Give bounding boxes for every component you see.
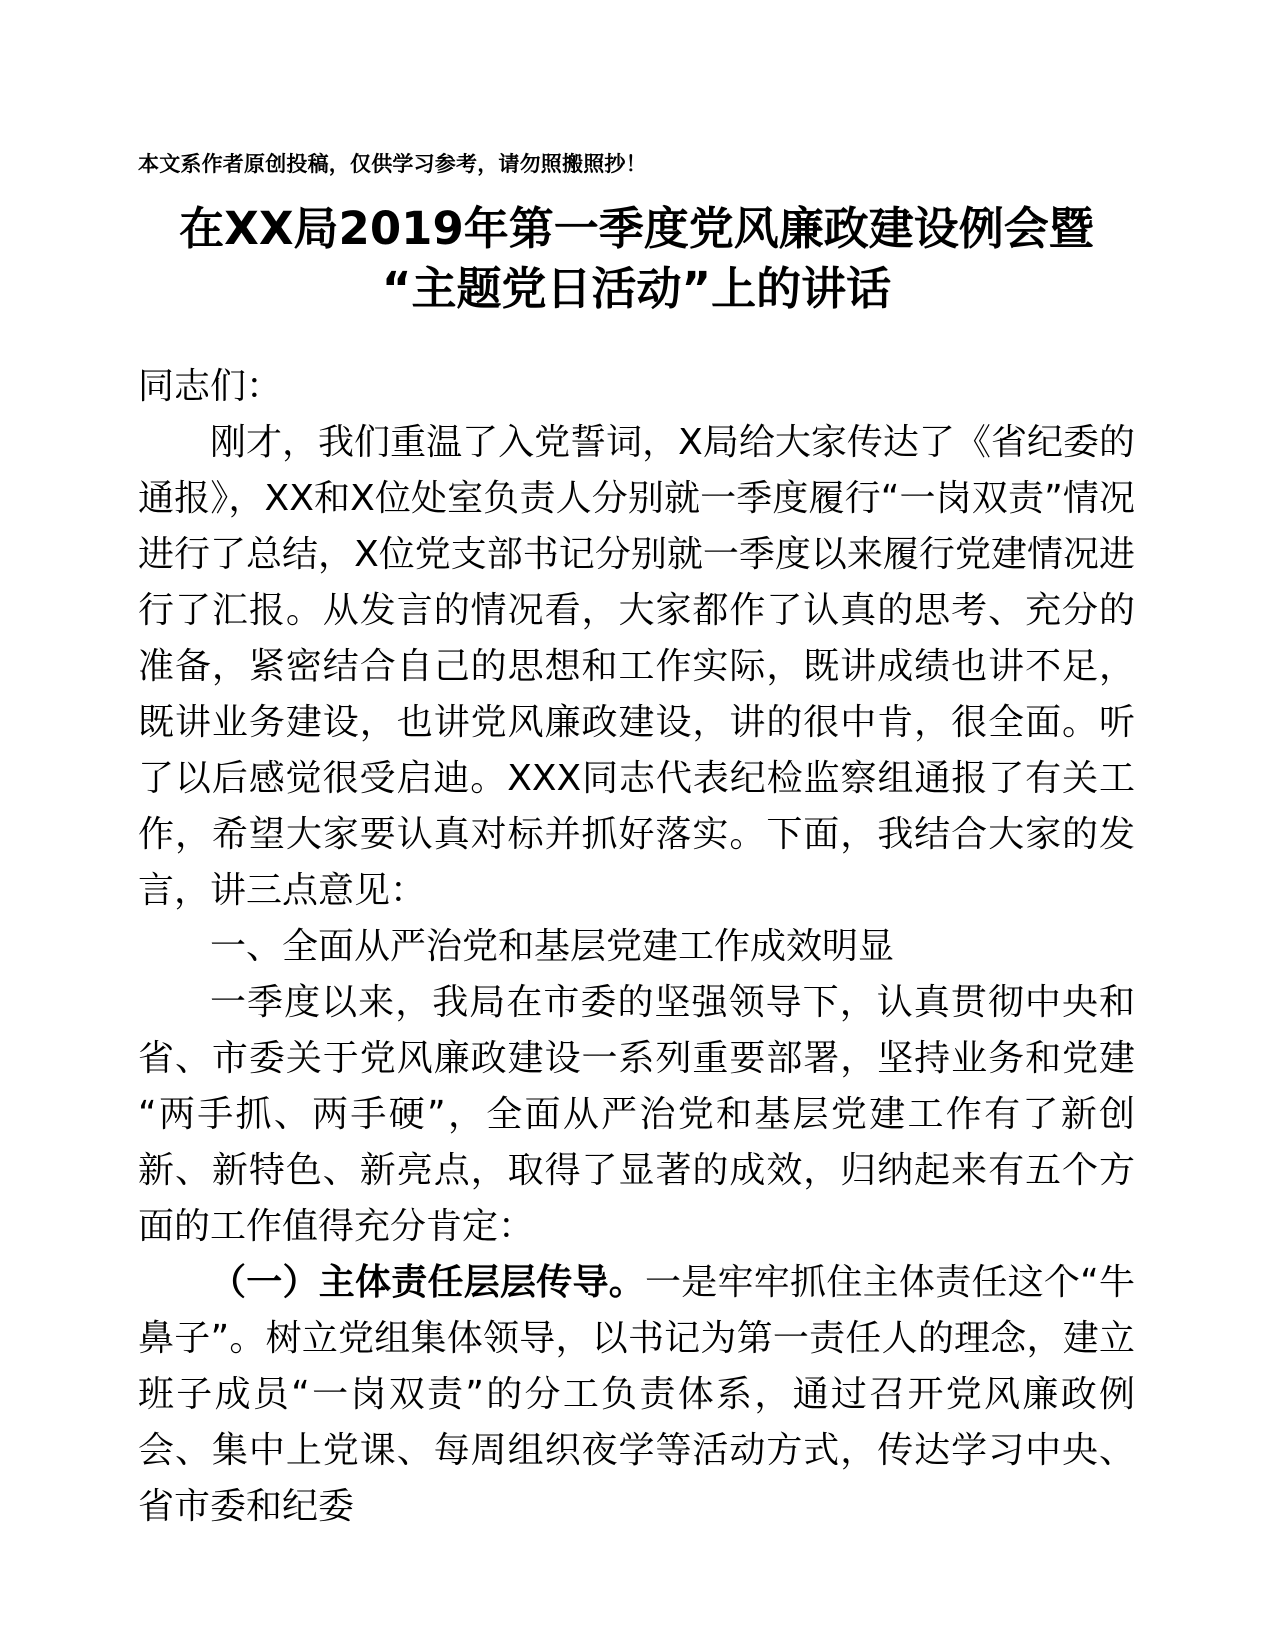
section-heading-one: 一、全面从严治党和基层党建工作成效明显 <box>210 925 895 967</box>
disclaimer-note: 本文系作者原创投稿，仅供学习参考，请勿照搬照抄！ <box>138 152 647 176</box>
document-body <box>138 319 1135 1535</box>
page-title-line-2: “主题党日活动”上的讲话 <box>381 262 892 316</box>
subsection-one-lead: （一）主体责任层层传导。 <box>210 1261 646 1303</box>
paragraph-subsection-one <box>138 1255 1135 1535</box>
page-title-line-1: 在XX局2019年第一季度党风廉政建设例会暨 <box>179 202 1094 256</box>
document-content-column <box>138 0 1135 1535</box>
paragraph-opening: 刚才，我们重温了入党誓词，X局给大家传达了《省纪委的通报》，XX和X位处室负责人分别就一季度履行“一岗双责”情况进行了总结，X位党支部书记分别就一季度以来履行党建情况进行了汇报。从发言的情况看，大家都作了认真的思考、充分的准备，紧密结合自己的思想和工作实际，既讲成绩也讲不足，既讲业务建设，也讲党风廉政建设，讲的很中肯，很全面。听了以后感觉很受启迪。XXX同志代表纪检监察组通报了有关工作，希望大家要认真对标并抓好落实。下面，我结合大家的发言，讲三点意见： <box>138 421 1135 911</box>
salutation: 同志们： <box>138 365 283 407</box>
paragraph-section-one-intro: 一季度以来，我局在市委的坚强领导下，认真贯彻中央和省、市委关于党风廉政建设一系列重要部署，坚持业务和党建“两手抓、两手硬”，全面从严治党和基层党建工作有了新创新、新特色、新亮点，取得了显著的成效，归纳起来有五个方面的工作值得充分肯定： <box>138 981 1135 1247</box>
subsection-one-body: 一是牢牢抓住主体责任这个“牛鼻子”。树立党组集体领导，以书记为第一责任人的理念，建立班子成员“一岗双责”的分工负责体系，通过召开党风廉政例会、集中上党课、每周组织夜学等活动方式，传达学习中央、省市委和纪委 <box>138 1261 1135 1527</box>
page-title <box>138 177 1135 319</box>
